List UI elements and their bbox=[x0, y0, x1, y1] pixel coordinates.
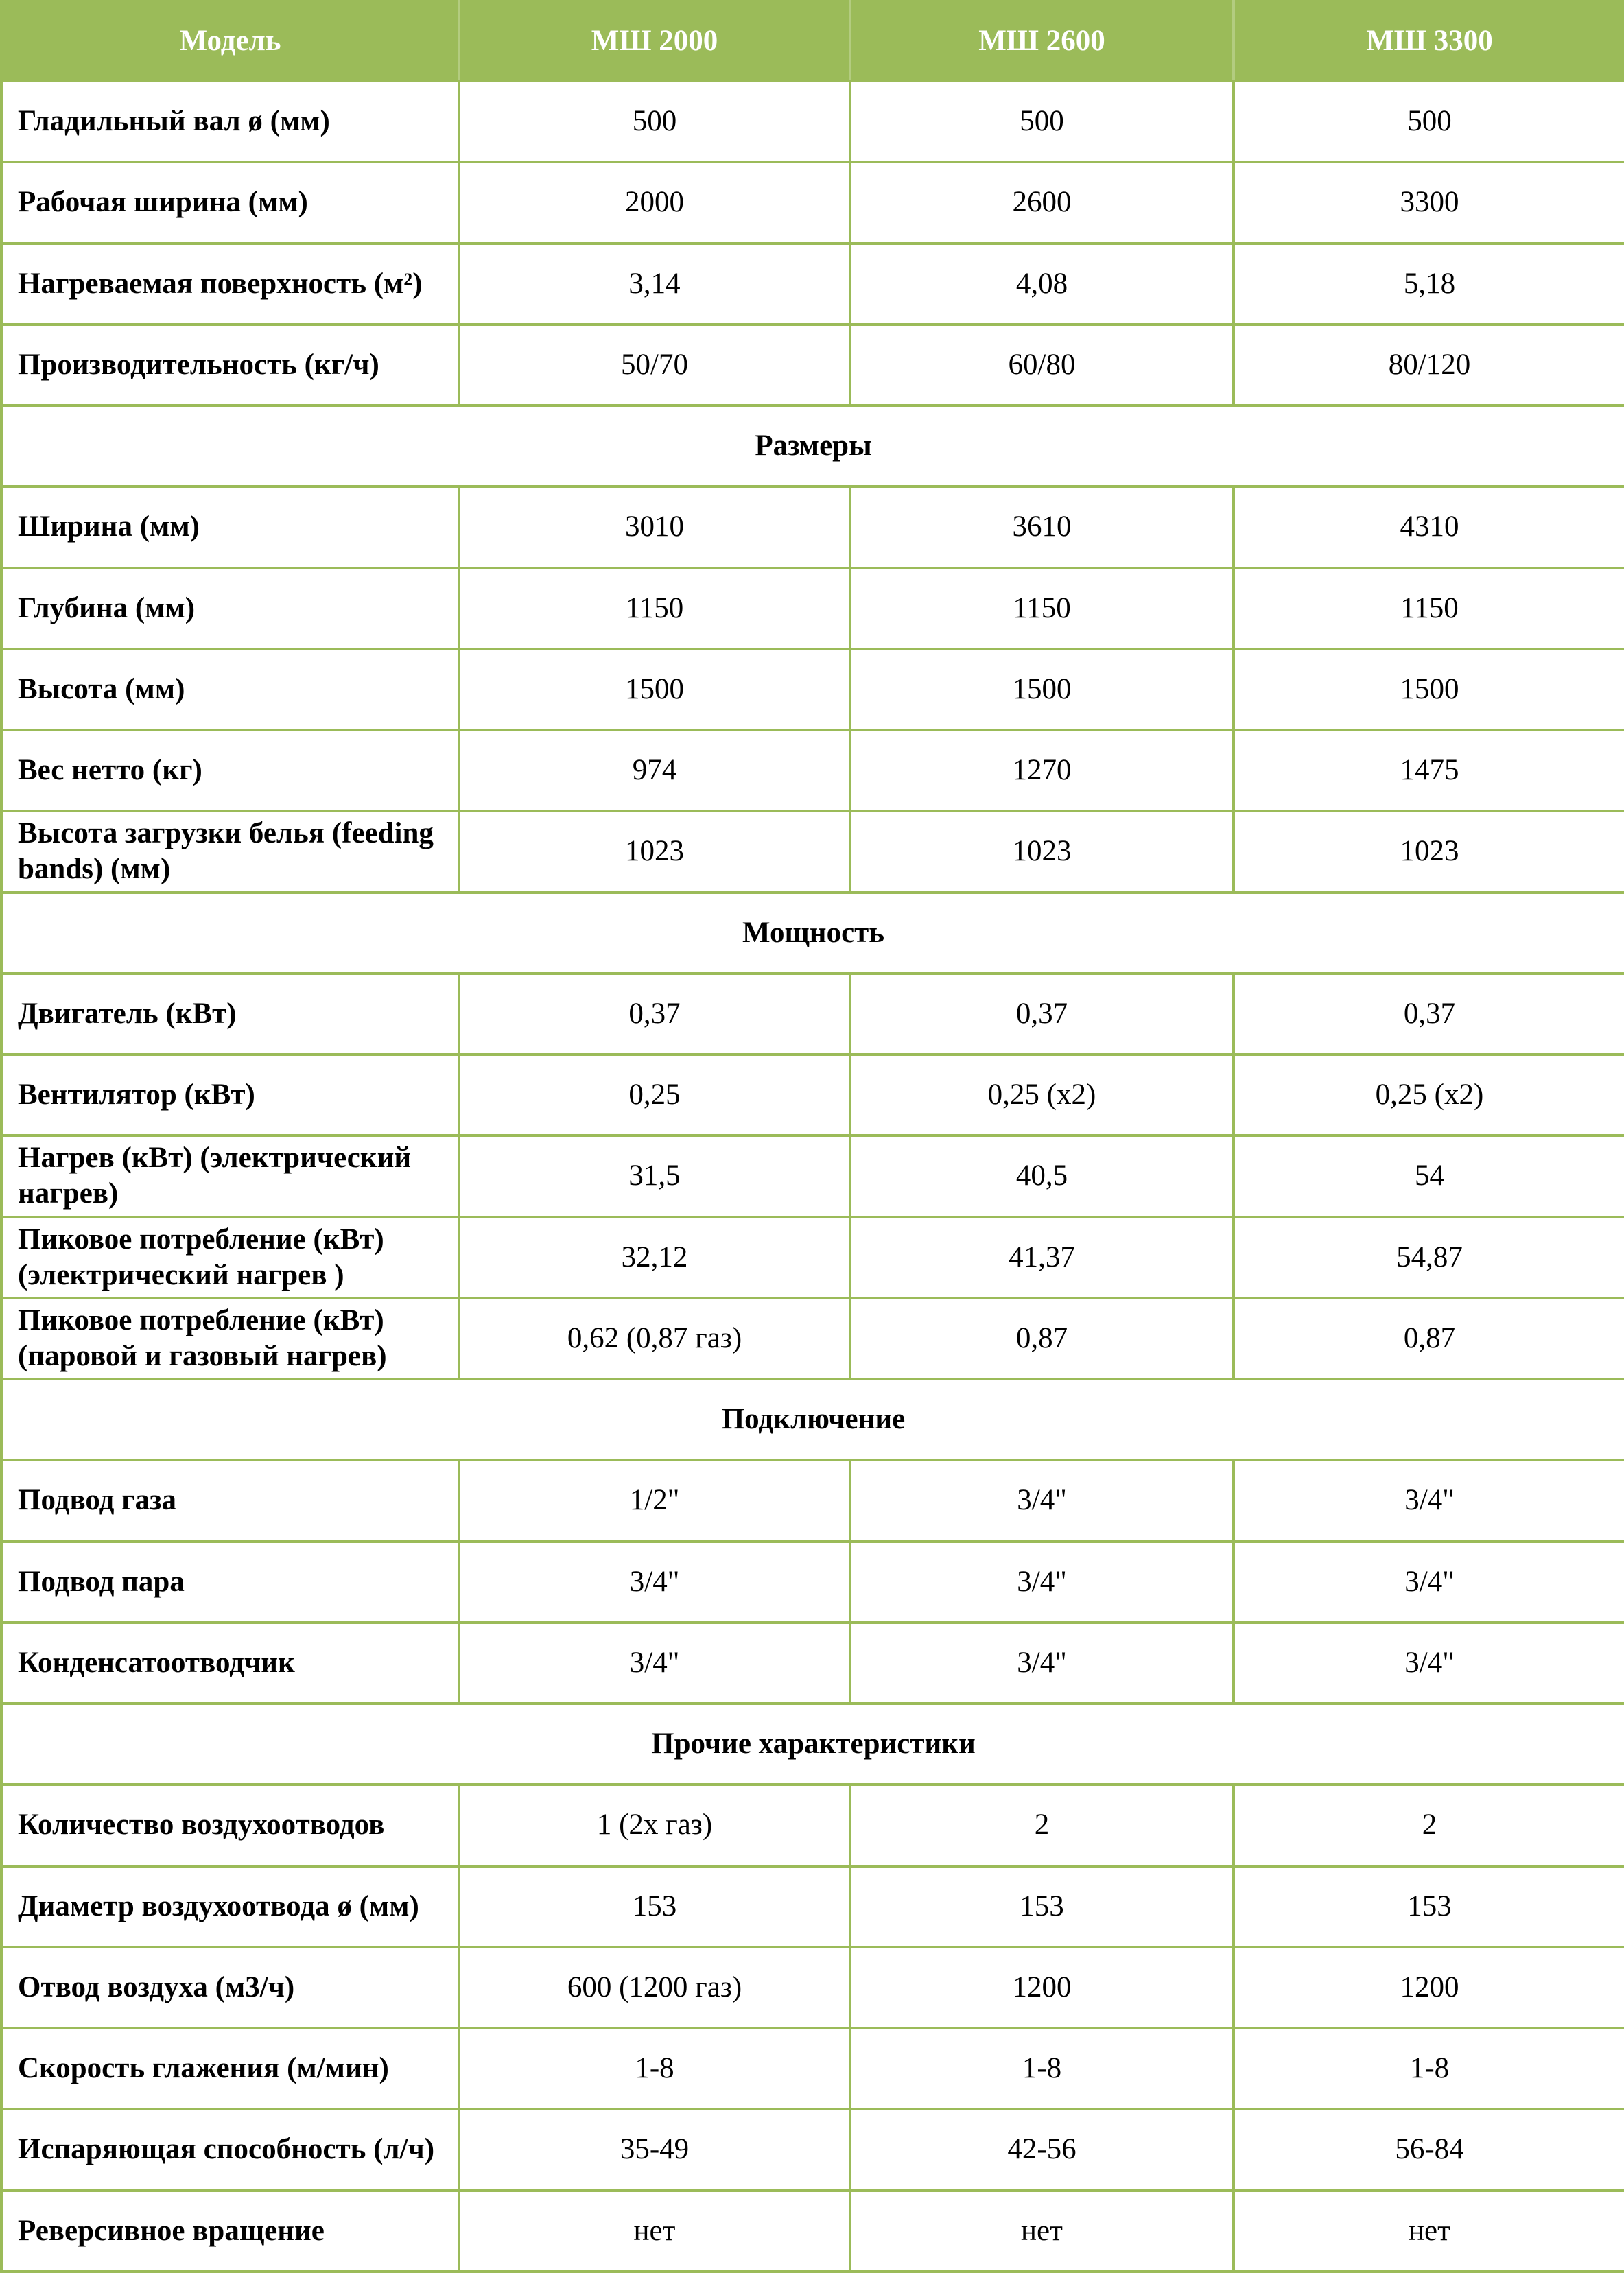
cell-value: 2 bbox=[1234, 1785, 1624, 1865]
row-label: Скорость глажения (м/мин) bbox=[1, 2028, 459, 2109]
cell-value: 1-8 bbox=[850, 2028, 1234, 2109]
cell-value: 3/4" bbox=[459, 1542, 850, 1623]
cell-value: 1150 bbox=[850, 568, 1234, 649]
cell-value: 0,62 (0,87 газ) bbox=[459, 1298, 850, 1379]
row-label: Гладильный вал ø (мм) bbox=[1, 81, 459, 162]
row-label: Двигатель (кВт) bbox=[1, 974, 459, 1055]
table-row bbox=[1, 1785, 1624, 1865]
section-title: Прочие характеристики bbox=[1, 1704, 1624, 1785]
row-label: Ширина (мм) bbox=[1, 486, 459, 567]
row-label: Вес нетто (кг) bbox=[1, 730, 459, 811]
row-label: Рабочая ширина (мм) bbox=[1, 162, 459, 243]
cell-value: 1500 bbox=[850, 649, 1234, 730]
cell-value: 42-56 bbox=[850, 2109, 1234, 2190]
table-row bbox=[1, 1623, 1624, 1704]
cell-value: 1/2" bbox=[459, 1460, 850, 1541]
cell-value: 0,87 bbox=[1234, 1298, 1624, 1379]
header-model: МШ 2000 bbox=[459, 1, 850, 81]
table-row bbox=[1, 1055, 1624, 1135]
table-row bbox=[1, 244, 1624, 325]
cell-value: 2000 bbox=[459, 162, 850, 243]
cell-value: 56-84 bbox=[1234, 2109, 1624, 2190]
row-label: Нагрев (кВт) (электрический нагрев) bbox=[1, 1135, 459, 1216]
cell-value: 31,5 bbox=[459, 1135, 850, 1216]
row-label: Высота (мм) bbox=[1, 649, 459, 730]
table-row bbox=[1, 2109, 1624, 2190]
cell-value: 1200 bbox=[1234, 1947, 1624, 2028]
cell-value: 500 bbox=[850, 81, 1234, 162]
cell-value: 3/4" bbox=[1234, 1623, 1624, 1704]
cell-value: 3/4" bbox=[850, 1460, 1234, 1541]
cell-value: 0,25 (x2) bbox=[1234, 1055, 1624, 1135]
section-row bbox=[1, 405, 1624, 486]
cell-value: 153 bbox=[850, 1866, 1234, 1947]
cell-value: 153 bbox=[1234, 1866, 1624, 1947]
section-title: Подключение bbox=[1, 1379, 1624, 1460]
section-row bbox=[1, 893, 1624, 974]
row-label: Высота загрузки белья (feeding bands) (мм) bbox=[1, 811, 459, 892]
table-row bbox=[1, 730, 1624, 811]
cell-value: 0,37 bbox=[850, 974, 1234, 1055]
cell-value: 1150 bbox=[459, 568, 850, 649]
table-row bbox=[1, 1135, 1624, 1216]
cell-value: 2 bbox=[850, 1785, 1234, 1865]
cell-value: 0,25 (x2) bbox=[850, 1055, 1234, 1135]
table-row bbox=[1, 568, 1624, 649]
cell-value: 1023 bbox=[1234, 811, 1624, 892]
row-label: Подвод газа bbox=[1, 1460, 459, 1541]
table-row bbox=[1, 486, 1624, 567]
cell-value: 32,12 bbox=[459, 1217, 850, 1298]
cell-value: 3,14 bbox=[459, 244, 850, 325]
cell-value: 1150 bbox=[1234, 568, 1624, 649]
cell-value: 3010 bbox=[459, 486, 850, 567]
header-model: МШ 3300 bbox=[1234, 1, 1624, 81]
cell-value: 0,25 bbox=[459, 1055, 850, 1135]
cell-value: 2600 bbox=[850, 162, 1234, 243]
cell-value: 1 (2x газ) bbox=[459, 1785, 850, 1865]
table-row bbox=[1, 2191, 1624, 2272]
table-row bbox=[1, 649, 1624, 730]
cell-value: нет bbox=[1234, 2191, 1624, 2272]
table-header bbox=[1, 1, 1624, 81]
cell-value: 1-8 bbox=[1234, 2028, 1624, 2109]
header-row bbox=[1, 1, 1624, 81]
cell-value: 41,37 bbox=[850, 1217, 1234, 1298]
cell-value: нет bbox=[459, 2191, 850, 2272]
cell-value: 3/4" bbox=[1234, 1460, 1624, 1541]
cell-value: 1270 bbox=[850, 730, 1234, 811]
table-row bbox=[1, 1542, 1624, 1623]
cell-value: 600 (1200 газ) bbox=[459, 1947, 850, 2028]
row-label: Нагреваемая поверхность (м²) bbox=[1, 244, 459, 325]
table-row bbox=[1, 811, 1624, 892]
cell-value: 3/4" bbox=[1234, 1542, 1624, 1623]
header-model: МШ 2600 bbox=[850, 1, 1234, 81]
cell-value: 0,87 bbox=[850, 1298, 1234, 1379]
cell-value: 3/4" bbox=[850, 1623, 1234, 1704]
table-row bbox=[1, 1460, 1624, 1541]
cell-value: 1500 bbox=[459, 649, 850, 730]
section-row bbox=[1, 1379, 1624, 1460]
cell-value: 5,18 bbox=[1234, 244, 1624, 325]
table-body bbox=[1, 81, 1624, 2272]
row-label: Глубина (мм) bbox=[1, 568, 459, 649]
section-row bbox=[1, 1704, 1624, 1785]
cell-value: 1-8 bbox=[459, 2028, 850, 2109]
cell-value: 4,08 bbox=[850, 244, 1234, 325]
cell-value: 3/4" bbox=[459, 1623, 850, 1704]
cell-value: 1023 bbox=[850, 811, 1234, 892]
row-label: Пиковое потребление (кВт) (электрический нагрев ) bbox=[1, 1217, 459, 1298]
cell-value: 0,37 bbox=[459, 974, 850, 1055]
row-label: Подвод пара bbox=[1, 1542, 459, 1623]
row-label: Диаметр воздухоотвода ø (мм) bbox=[1, 1866, 459, 1947]
header-label: Модель bbox=[1, 1, 459, 81]
cell-value: 1023 bbox=[459, 811, 850, 892]
cell-value: 3610 bbox=[850, 486, 1234, 567]
row-label: Конденсатоотводчик bbox=[1, 1623, 459, 1704]
row-label: Производительность (кг/ч) bbox=[1, 325, 459, 405]
row-label: Пиковое потребление (кВт) (паровой и газовый нагрев) bbox=[1, 1298, 459, 1379]
row-label: Отвод воздуха (м3/ч) bbox=[1, 1947, 459, 2028]
table-row bbox=[1, 81, 1624, 162]
table-row bbox=[1, 325, 1624, 405]
cell-value: 1500 bbox=[1234, 649, 1624, 730]
cell-value: 3/4" bbox=[850, 1542, 1234, 1623]
cell-value: 50/70 bbox=[459, 325, 850, 405]
cell-value: 500 bbox=[1234, 81, 1624, 162]
cell-value: 4310 bbox=[1234, 486, 1624, 567]
section-title: Размеры bbox=[1, 405, 1624, 486]
cell-value: 80/120 bbox=[1234, 325, 1624, 405]
row-label: Реверсивное вращение bbox=[1, 2191, 459, 2272]
row-label: Вентилятор (кВт) bbox=[1, 1055, 459, 1135]
row-label: Испаряющая способность (л/ч) bbox=[1, 2109, 459, 2190]
cell-value: 3300 bbox=[1234, 162, 1624, 243]
table-row bbox=[1, 1217, 1624, 1298]
table-row bbox=[1, 2028, 1624, 2109]
cell-value: 153 bbox=[459, 1866, 850, 1947]
cell-value: 35-49 bbox=[459, 2109, 850, 2190]
cell-value: 54,87 bbox=[1234, 1217, 1624, 1298]
cell-value: 1475 bbox=[1234, 730, 1624, 811]
table-row bbox=[1, 1298, 1624, 1379]
row-label: Количество воздухоотводов bbox=[1, 1785, 459, 1865]
cell-value: 1200 bbox=[850, 1947, 1234, 2028]
cell-value: 60/80 bbox=[850, 325, 1234, 405]
cell-value: 40,5 bbox=[850, 1135, 1234, 1216]
table-row bbox=[1, 1866, 1624, 1947]
cell-value: 974 bbox=[459, 730, 850, 811]
cell-value: 500 bbox=[459, 81, 850, 162]
section-title: Мощность bbox=[1, 893, 1624, 974]
cell-value: 0,37 bbox=[1234, 974, 1624, 1055]
cell-value: нет bbox=[850, 2191, 1234, 2272]
table-row bbox=[1, 974, 1624, 1055]
table-row bbox=[1, 1947, 1624, 2028]
table-row bbox=[1, 162, 1624, 243]
cell-value: 54 bbox=[1234, 1135, 1624, 1216]
